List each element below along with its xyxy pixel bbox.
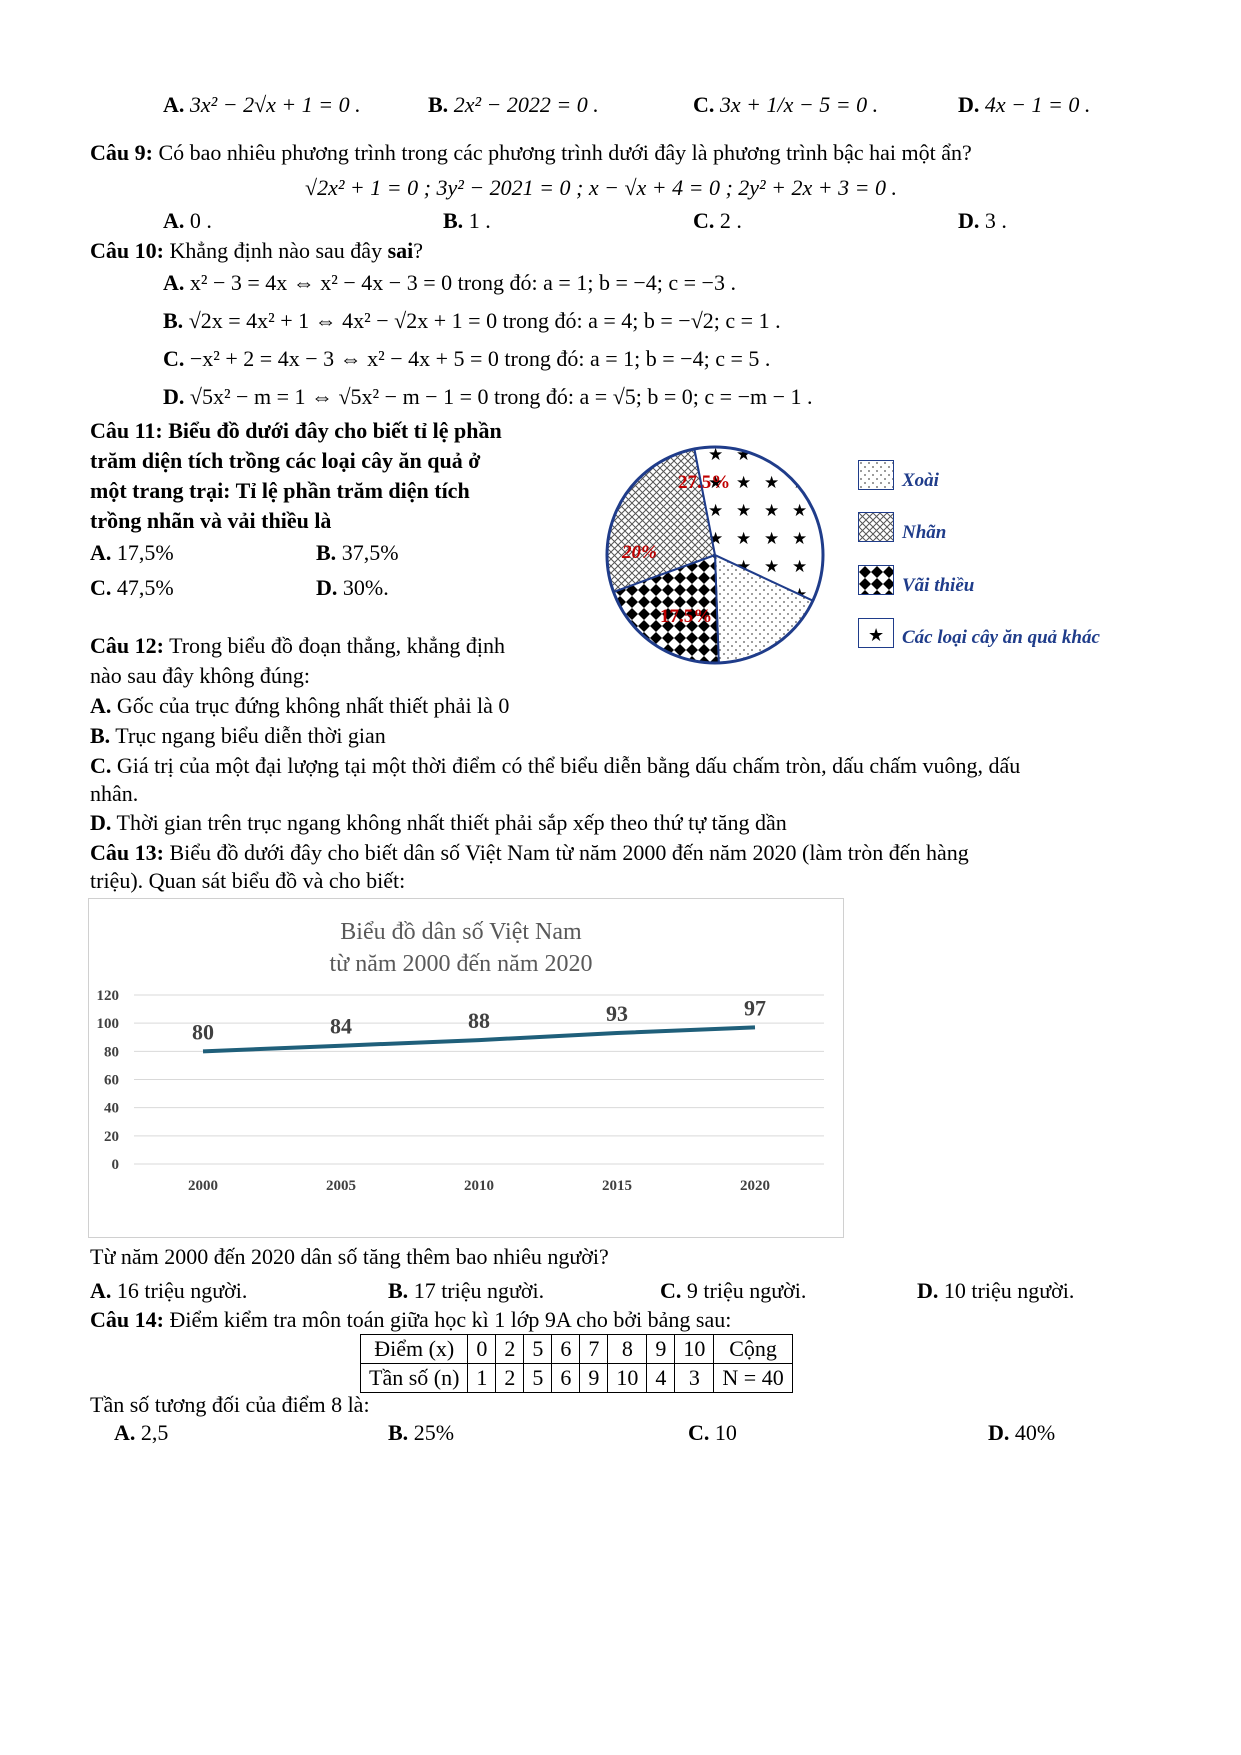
table-cell: 9 bbox=[580, 1364, 608, 1393]
table-cell: 8 bbox=[608, 1335, 647, 1364]
q12-line-2: nào sau đây không đúng: bbox=[90, 663, 310, 688]
table-row bbox=[361, 1335, 793, 1364]
q14-option-b: B. 25% bbox=[388, 1420, 455, 1445]
table-cell: 3 bbox=[675, 1364, 714, 1393]
svg-text:★: ★ bbox=[868, 625, 885, 645]
table-cell: 6 bbox=[552, 1335, 580, 1364]
q12-option-b: B. Trục ngang biểu diễn thời gian bbox=[90, 723, 386, 748]
q12-line-1: Câu 12: Trong biểu đồ đoạn thẳng, khẳng định bbox=[90, 633, 505, 658]
q8-option-a: A. 3x² − 2√x + 1 = 0 . bbox=[163, 92, 361, 117]
y-tick-label: 100 bbox=[96, 1016, 119, 1033]
line-chart-frame bbox=[88, 898, 844, 1238]
q13-question: Từ năm 2000 đến 2020 dân số tăng thêm bao nhiêu người? bbox=[90, 1244, 609, 1269]
chart-title: Biểu đồ dân số Việt Nam bbox=[340, 919, 582, 945]
q9-question: Câu 9: Có bao nhiêu phương trình trong các phương trình dưới đây là phương trình bậc hai một ẩn? bbox=[90, 140, 972, 165]
q11-line-2: trăm diện tích trồng các loại cây ăn quả ở bbox=[90, 448, 481, 473]
x-tick-label: 2000 bbox=[188, 1178, 218, 1194]
q13-option-b: B. 17 triệu người. bbox=[388, 1278, 545, 1303]
q8-option-b: B. 2x² − 2022 = 0 . bbox=[428, 92, 599, 117]
legend-swatch-khac bbox=[858, 618, 894, 648]
y-tick-label: 60 bbox=[104, 1072, 119, 1089]
q11-line-3: một trang trại: Tỉ lệ phần trăm diện tích bbox=[90, 478, 470, 503]
data-label: 84 bbox=[330, 1013, 352, 1039]
q9-option-b: B. 1 . bbox=[443, 208, 491, 233]
data-label: 88 bbox=[468, 1008, 490, 1034]
q9-option-a: A. 0 . bbox=[163, 208, 212, 233]
q9-option-c: C. 2 . bbox=[693, 208, 742, 233]
table-cell: Cộng bbox=[714, 1335, 792, 1364]
q14-option-a: A. 2,5 bbox=[114, 1420, 169, 1445]
q8-option-d: D. 4x − 1 = 0 . bbox=[958, 92, 1091, 117]
q12-option-c-cont: nhân. bbox=[90, 781, 139, 806]
legend-label-xoai: Xoài bbox=[902, 470, 939, 491]
q10-option-b: B. √2x = 4x² + 1 ⇔ 4x² − √2x + 1 = 0 trong đó: a = 4; b = −√2; c = 1 . bbox=[163, 308, 781, 333]
q12-option-c: C. Giá trị của một đại lượng tại một thời điểm có thể biểu diễn bằng dấu chấm tròn, dấu chấm vuông, dấu bbox=[90, 753, 1021, 778]
q9-option-d: D. 3 . bbox=[958, 208, 1007, 233]
y-tick-label: 40 bbox=[104, 1100, 119, 1117]
table-cell: 10 bbox=[608, 1364, 647, 1393]
table-cell: 5 bbox=[524, 1364, 552, 1393]
q11-line-4: trồng nhãn và vải thiều là bbox=[90, 508, 332, 533]
line-chart bbox=[89, 899, 843, 1237]
legend-label-khac: Các loại cây ăn quả khác bbox=[902, 627, 1100, 648]
table-cell: Tần số (n) bbox=[361, 1364, 468, 1393]
data-label: 80 bbox=[192, 1019, 214, 1045]
table-cell: 1 bbox=[468, 1364, 496, 1393]
legend-swatch-vai bbox=[858, 565, 894, 595]
y-tick-label: 120 bbox=[96, 988, 119, 1004]
q11-option-a: A. 17,5% bbox=[90, 540, 174, 565]
legend-swatch-nhan bbox=[858, 512, 894, 542]
table-cell: 5 bbox=[524, 1335, 552, 1364]
pie-label-xoai: 17.5% bbox=[660, 606, 713, 627]
table-cell: N = 40 bbox=[714, 1364, 792, 1393]
legend-label-vai: Vãi thiều bbox=[902, 575, 975, 596]
x-tick-label: 2015 bbox=[602, 1178, 632, 1194]
table-cell: 9 bbox=[647, 1335, 675, 1364]
table-row bbox=[361, 1364, 793, 1393]
x-tick-label: 2020 bbox=[740, 1178, 770, 1194]
q9-equations: √2x² + 1 = 0 ; 3y² − 2021 = 0 ; x − √x + 4 = 0 ; 2y² + 2x + 3 = 0 . bbox=[305, 175, 897, 200]
q11-option-d: D. 30%. bbox=[316, 575, 389, 600]
data-label: 93 bbox=[606, 1001, 628, 1027]
pie-chart bbox=[590, 440, 840, 670]
q8-option-c: C. 3x + 1/x − 5 = 0 . bbox=[693, 92, 879, 117]
table-cell: 6 bbox=[552, 1364, 580, 1393]
q10-option-d: D. √5x² − m = 1 ⇔ √5x² − m − 1 = 0 trong đó: a = √5; b = 0; c = −m − 1 . bbox=[163, 384, 813, 409]
chart-subtitle: từ năm 2000 đến năm 2020 bbox=[329, 951, 593, 977]
q11-option-c: C. 47,5% bbox=[90, 575, 174, 600]
q13-option-a: A. 16 triệu người. bbox=[90, 1278, 248, 1303]
table-cell: 2 bbox=[496, 1364, 524, 1393]
q10-option-c: C. −x² + 2 = 4x − 3 ⇔ x² − 4x + 5 = 0 trong đó: a = 1; b = −4; c = 5 . bbox=[163, 346, 771, 371]
frequency-table bbox=[360, 1334, 793, 1393]
q13-line-2: triệu). Quan sát biểu đồ và cho biết: bbox=[90, 868, 406, 893]
data-label: 97 bbox=[744, 995, 766, 1021]
table-cell: 0 bbox=[468, 1335, 496, 1364]
q12-option-d: D. Thời gian trên trục ngang không nhất thiết phải sắp xếp theo thứ tự tăng dần bbox=[90, 810, 787, 835]
q14-question: Câu 14: Điểm kiểm tra môn toán giữa học kì 1 lớp 9A cho bởi bảng sau: bbox=[90, 1307, 732, 1332]
table-cell: 10 bbox=[675, 1335, 714, 1364]
q11-line-1: Câu 11: Biểu đồ dưới đây cho biết tỉ lệ phần bbox=[90, 418, 502, 443]
q12-option-a: A. Gốc của trục đứng không nhất thiết phải là 0 bbox=[90, 693, 510, 718]
legend-swatch-xoai bbox=[858, 460, 894, 490]
q10-question: Câu 10: Khẳng định nào sau đây sai? bbox=[90, 238, 424, 263]
q14-after: Tần số tương đối của điểm 8 là: bbox=[90, 1392, 370, 1417]
y-tick-label: 20 bbox=[104, 1128, 119, 1145]
q13-option-d: D. 10 triệu người. bbox=[917, 1278, 1075, 1303]
pie-label-vai: 20% bbox=[622, 542, 657, 563]
table-cell: 4 bbox=[647, 1364, 675, 1393]
q13-option-c: C. 9 triệu người. bbox=[660, 1278, 807, 1303]
q10-option-a: A. x² − 3 = 4x ⇔ x² − 4x − 3 = 0 trong đó: a = 1; b = −4; c = −3 . bbox=[163, 270, 736, 295]
y-tick-label: 80 bbox=[104, 1044, 119, 1061]
pie-label-nhan: 27.5% bbox=[678, 472, 731, 493]
q13-line-1: Câu 13: Biểu đồ dưới đây cho biết dân số Việt Nam từ năm 2000 đến năm 2020 (làm tròn đến hàng bbox=[90, 840, 969, 865]
legend-label-nhan: Nhãn bbox=[902, 522, 947, 543]
x-tick-label: 2010 bbox=[464, 1178, 494, 1194]
q11-option-b: B. 37,5% bbox=[316, 540, 399, 565]
y-tick-label: 0 bbox=[111, 1157, 119, 1173]
table-cell: 2 bbox=[496, 1335, 524, 1364]
table-cell: Điểm (x) bbox=[361, 1335, 468, 1364]
q14-option-c: C. 10 bbox=[688, 1420, 737, 1445]
table-cell: 7 bbox=[580, 1335, 608, 1364]
x-tick-label: 2005 bbox=[326, 1178, 356, 1194]
q14-option-d: D. 40% bbox=[988, 1420, 1056, 1445]
